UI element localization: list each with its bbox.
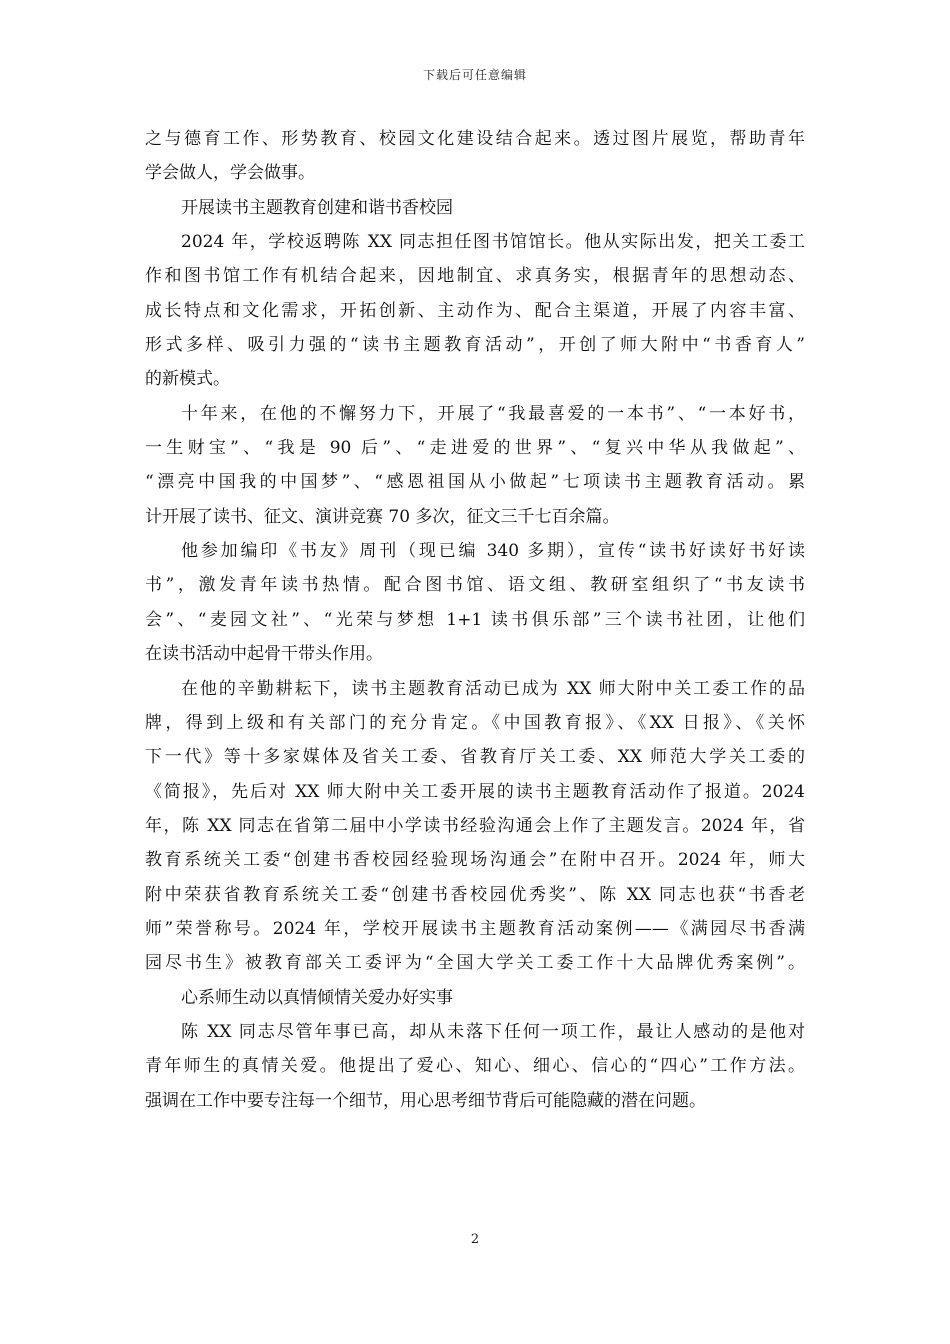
text-line: 下一代》等十多家媒体及省关工委、省教育厅关工委、XX 师范大学关工委的 — [145, 747, 805, 768]
text-line: 成长特点和文化需求，开拓创新、主动作为、配合主渠道，开展了内容丰富、 — [145, 300, 805, 321]
text-line: 学会做人，学会做事。 — [145, 163, 315, 184]
text-line: 师”荣誉称号。2024 年，学校开展读书主题教育活动案例——《满园尽书香满 — [145, 918, 805, 939]
page-header: 下载后可任意编辑 — [422, 68, 527, 82]
text-line: 书”，激发青年读书热情。配合图书馆、语文组、教研室组织了“书友读书 — [145, 575, 805, 596]
text-line: 教育系统关工委“创建书香校园经验现场沟通会”在附中召开。2024 年，师大 — [145, 850, 805, 871]
text-line: 形式多样、吸引力强的“读书主题教育活动”，开创了师大附中“书香育人” — [145, 335, 805, 356]
text-line: 在他的辛勤耕耘下，读书主题教育活动已成为 XX 师大附中关工委工作的品 — [181, 678, 805, 699]
text-line: 心系师生动以真情倾情关爱办好实事 — [181, 987, 453, 1008]
text-line: 作和图书馆工作有机结合起来，因地制宜、求真务实，根据青年的思想动态、 — [145, 266, 805, 287]
text-line: 在读书活动中起骨干带头作用。 — [145, 644, 383, 665]
text-line: 2024 年，学校返聘陈 XX 同志担任图书馆馆长。他从实际出发，把关工委工 — [181, 232, 805, 253]
text-line: 开展读书主题教育创建和谐书香校园 — [181, 197, 453, 218]
text-line: 之与德育工作、形势教育、校园文化建设结合起来。透过图片展览，帮助青年 — [145, 129, 805, 149]
text-line: 园尽书生》被教育部关工委评为“全国大学关工委工作十大品牌优秀案例”。 — [145, 953, 805, 974]
text-line: 的新模式。 — [145, 369, 230, 390]
text-line: “漂亮中国我的中国梦”、“感恩祖国从小做起”七项读书主题教育活动。累 — [145, 472, 805, 493]
text-line: 十年来，在他的不懈努力下，开展了“我最喜爱的一本书”、“一本好书， — [181, 403, 805, 424]
body-text — [145, 122, 805, 1118]
text-line: 会”、“麦园文社”、“光荣与梦想 1+1 读书俱乐部”三个读书社团，让他们 — [145, 609, 805, 630]
text-line: 牌，得到上级和有关部门的充分肯定。《中国教育报》、《XX 日报》、《关怀 — [145, 712, 805, 733]
page-number: 2 — [470, 1232, 480, 1247]
text-line: 他参加编印《书友》周刊（现已编 340 多期），宣传“读书好读好书好读 — [181, 541, 805, 562]
text-line: 年，陈 XX 同志在省第二届中小学读书经验沟通会上作了主题发言。2024 年，省 — [145, 815, 805, 836]
text-line: 附中荣获省教育系统关工委“创建书香校园优秀奖”、陈 XX 同志也获“书香老 — [145, 884, 805, 905]
text-line: 《简报》，先后对 XX 师大附中关工委开展的读书主题教育活动作了报道。2024 — [145, 781, 805, 802]
text-line: 青年师生的真情关爱。他提出了爱心、知心、细心、信心的“四心”工作方法。 — [145, 1056, 805, 1077]
text-line: 强调在工作中要专注每一个细节，用心思考细节背后可能隐藏的潜在问题。 — [145, 1090, 706, 1111]
text-line: 陈 XX 同志尽管年事已高，却从未落下任何一项工作，最让人感动的是他对 — [181, 1021, 805, 1042]
text-line: 计开展了读书、征文、演讲竞赛 70 多次，征文三千七百余篇。 — [145, 506, 620, 527]
text-line: 一生财宝”、“我是 90 后”、“走进爱的世界”、“复兴中华从我做起”、 — [145, 438, 805, 459]
